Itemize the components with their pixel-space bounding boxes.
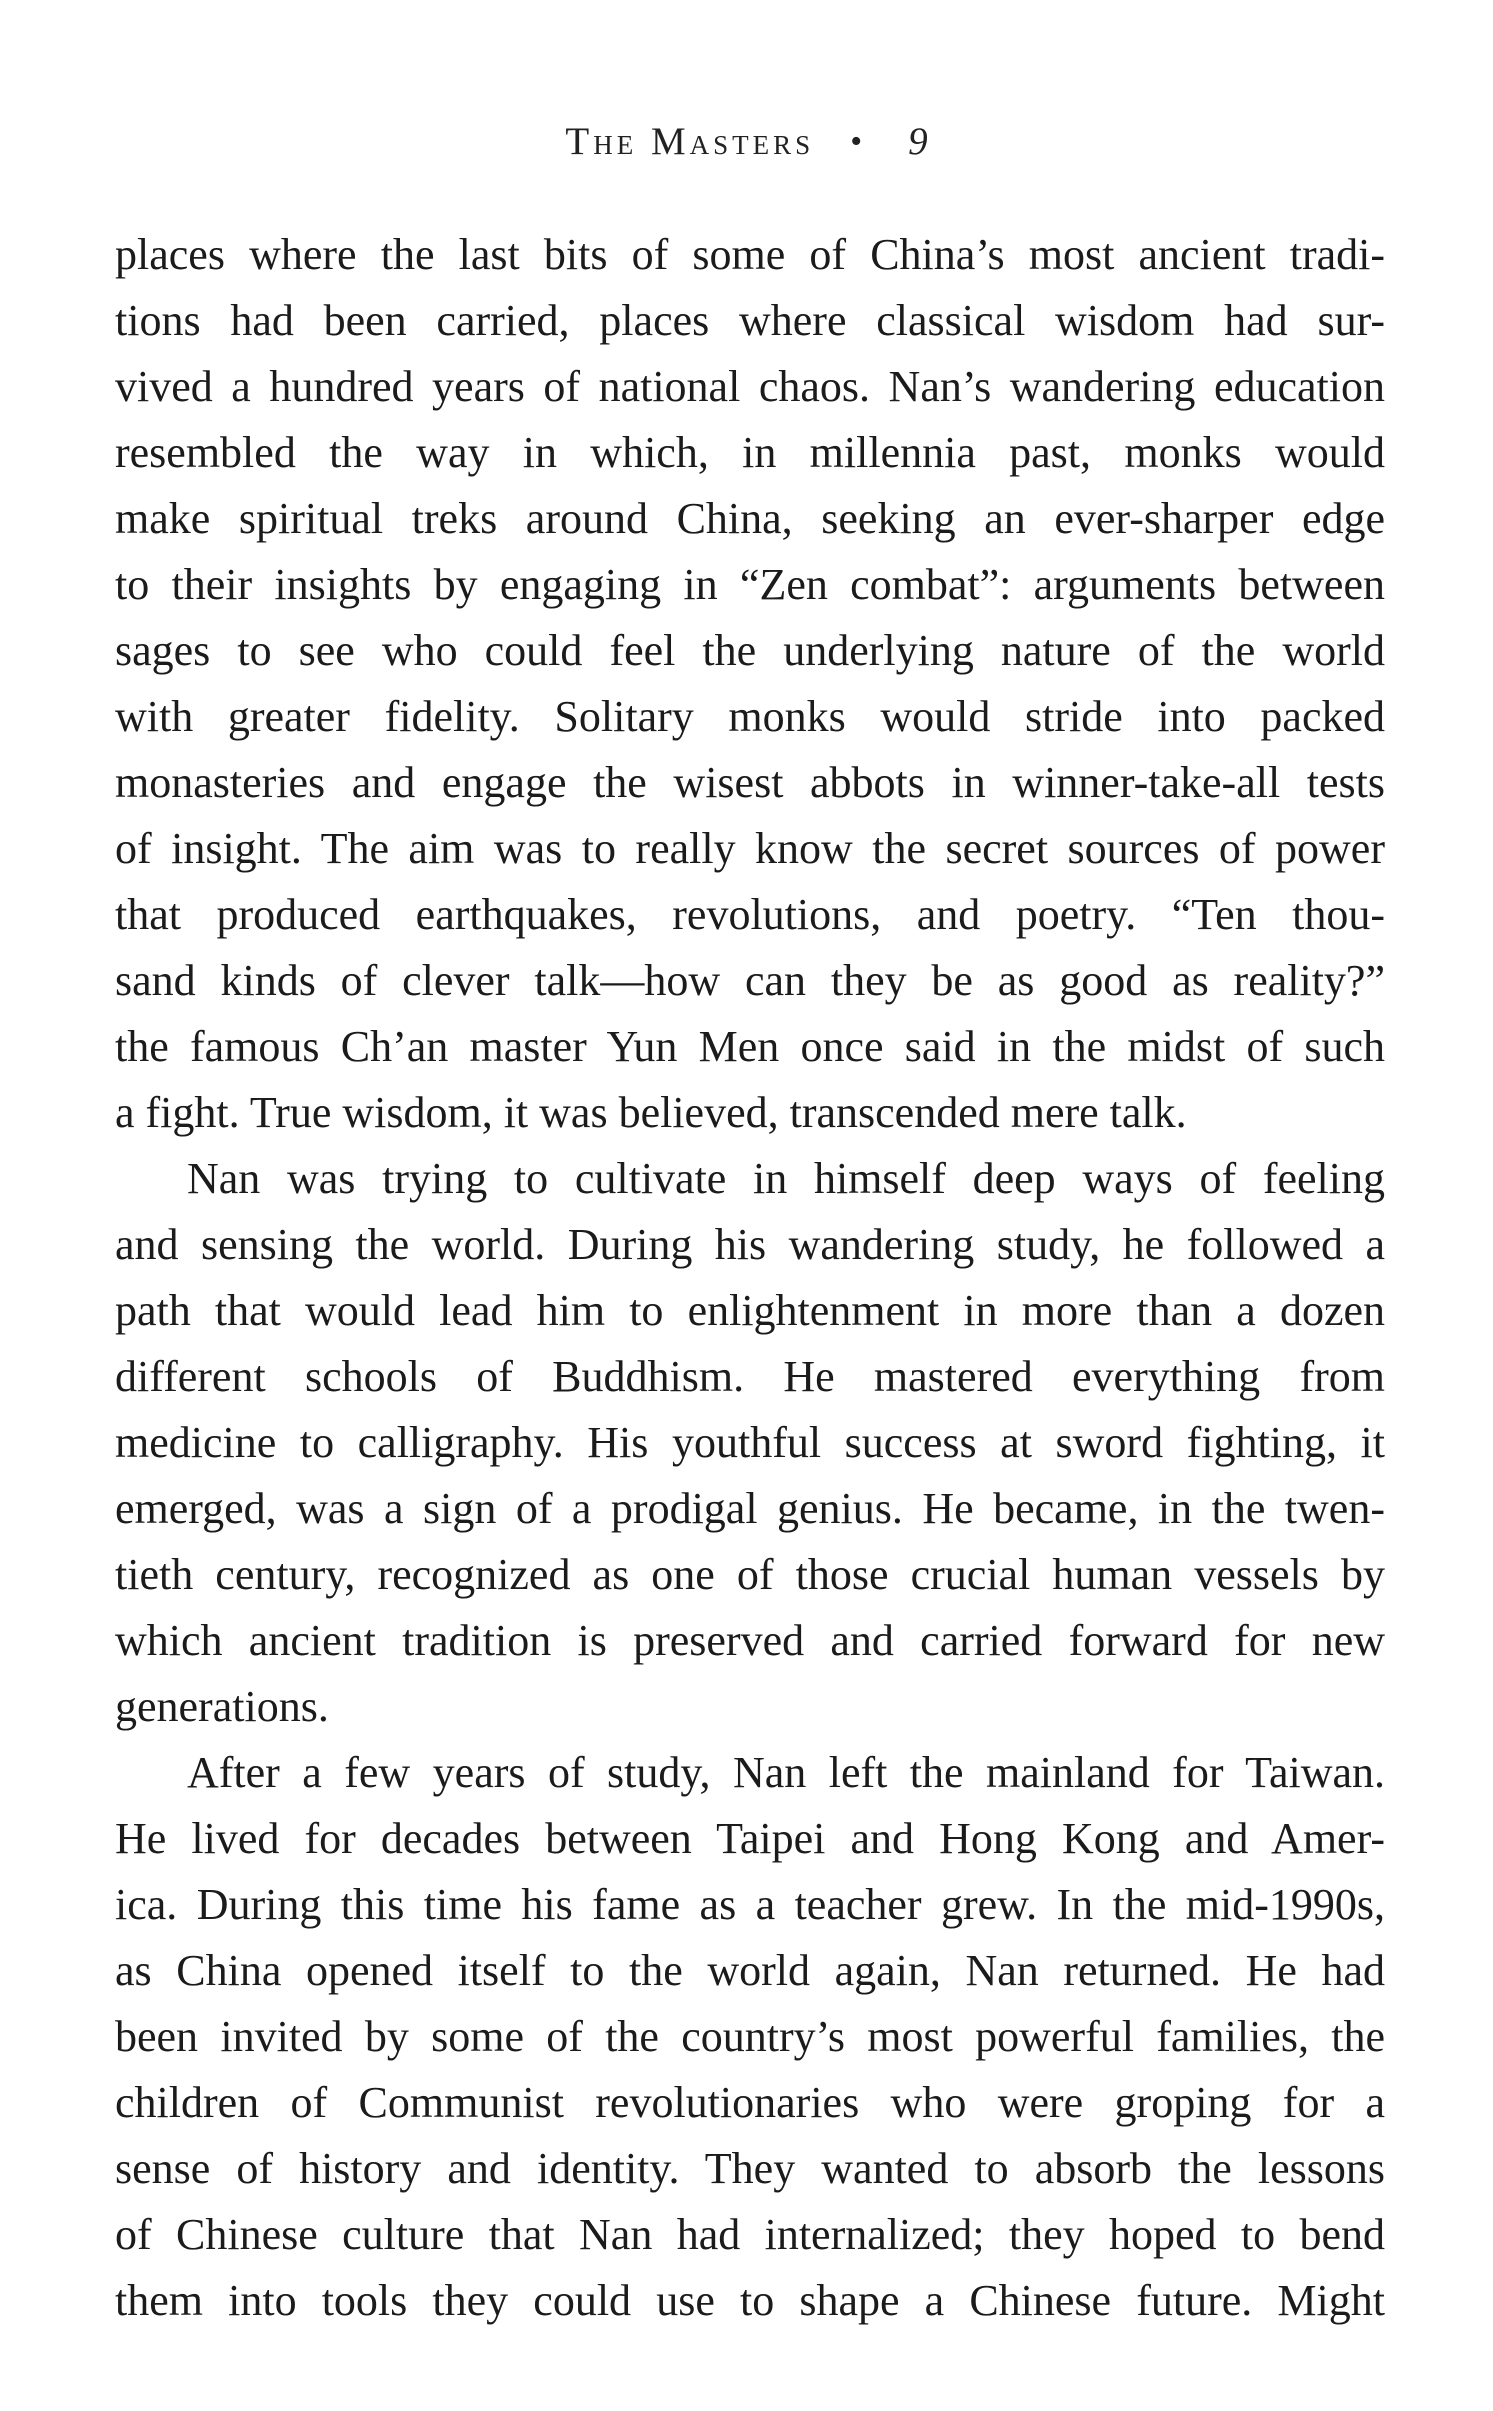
text-line: with greater fidelity. Solitary monks would stride into packed — [115, 692, 1385, 741]
text-line: tieth century, recognized as one of those crucial human vessels by — [115, 1550, 1385, 1599]
text-line: that produced earthquakes, revolutions, and poetry. “Ten thou- — [115, 890, 1385, 939]
paragraph — [115, 222, 1385, 1146]
text-line: vived a hundred years of national chaos. Nan’s wandering education — [115, 362, 1385, 411]
text-line: tions had been carried, places where classical wisdom had sur- — [115, 296, 1385, 345]
text-line: sand kinds of clever talk—how can they be as good as reality?” — [115, 956, 1385, 1005]
text-line: different schools of Buddhism. He mastered everything from — [115, 1352, 1385, 1401]
text-line: places where the last bits of some of China’s most ancient tradi- — [115, 230, 1385, 279]
text-line: been invited by some of the country’s most powerful families, the — [115, 2012, 1385, 2061]
text-line: resembled the way in which, in millennia past, monks would — [115, 428, 1385, 477]
text-line: generations. — [115, 1682, 329, 1731]
text-line: path that would lead him to enlightenment in more than a dozen — [115, 1286, 1385, 1335]
text-line: them into tools they could use to shape a Chinese future. Might — [115, 2276, 1385, 2325]
text-line: make spiritual treks around China, seeking an ever-sharper edge — [115, 494, 1385, 543]
body-text — [115, 222, 1385, 2334]
text-line: which ancient tradition is preserved and carried forward for new — [115, 1616, 1385, 1665]
text-line: sages to see who could feel the underlying nature of the world — [115, 626, 1385, 675]
running-head — [0, 112, 1493, 172]
text-line: and sensing the world. During his wandering study, he followed a — [115, 1220, 1385, 1269]
paragraph — [115, 1740, 1385, 2334]
text-line: medicine to calligraphy. His youthful success at sword fighting, it — [115, 1418, 1385, 1467]
text-line: to their insights by engaging in “Zen combat”: arguments between — [115, 560, 1385, 609]
text-line: of insight. The aim was to really know the secret sources of power — [115, 824, 1385, 873]
header-separator: • — [850, 123, 867, 160]
running-title: The Masters — [565, 120, 815, 163]
text-line: children of Communist revolutionaries who were groping for a — [115, 2078, 1385, 2127]
text-line: emerged, was a sign of a prodigal genius. He became, in the twen- — [115, 1484, 1385, 1533]
text-line: as China opened itself to the world again, Nan returned. He had — [115, 1946, 1385, 1995]
text-line: the famous Ch’an master Yun Men once said in the midst of such — [115, 1022, 1385, 1071]
page-number: 9 — [908, 120, 928, 163]
text-line: monasteries and engage the wisest abbots in winner-take-all tests — [115, 758, 1385, 807]
text-line: a fight. True wisdom, it was believed, transcended mere talk. — [115, 1088, 1187, 1137]
text-line: sense of history and identity. They wanted to absorb the lessons — [115, 2144, 1385, 2193]
text-line: Nan was trying to cultivate in himself deep ways of feeling — [187, 1154, 1385, 1203]
text-line: He lived for decades between Taipei and Hong Kong and Amer- — [115, 1814, 1385, 1863]
paragraph — [115, 1146, 1385, 1740]
text-line: After a few years of study, Nan left the mainland for Taiwan. — [187, 1748, 1385, 1797]
text-line: ica. During this time his fame as a teacher grew. In the mid-1990s, — [115, 1880, 1385, 1929]
text-line: of Chinese culture that Nan had internalized; they hoped to bend — [115, 2210, 1385, 2259]
